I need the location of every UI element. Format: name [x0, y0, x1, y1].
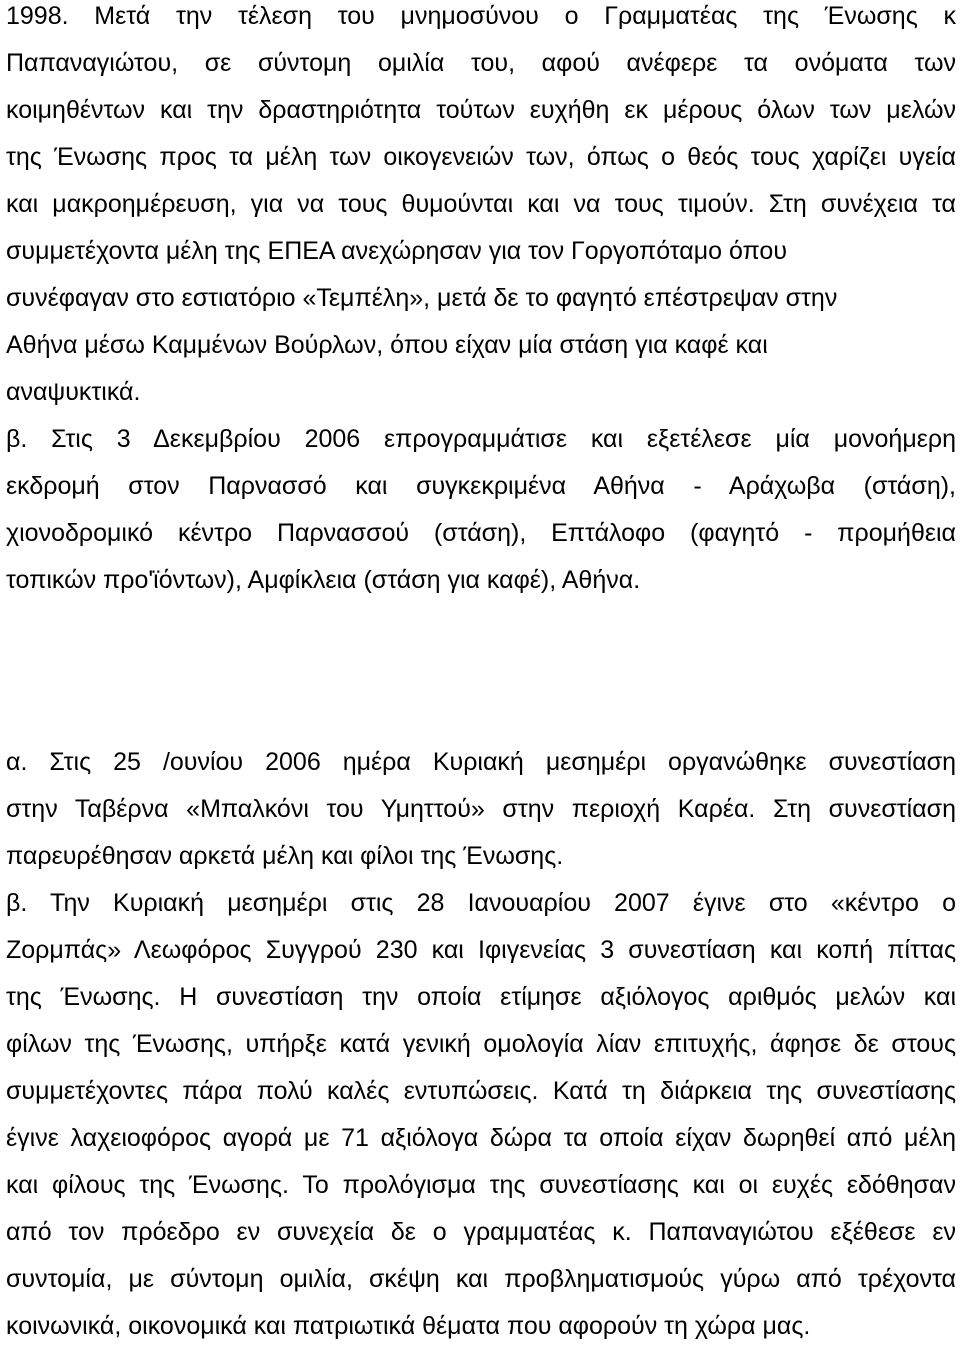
text-line: της Ένωσης προς τα μέλη των οικογενειών των, όπως ο θεός τους χαρίζει υγεία	[6, 143, 956, 171]
text-line: και μακροημέρευση, για να τους θυμούνται και να τους τιμούν. Στη συνέχεια τα	[6, 190, 956, 218]
text-line: και φίλους της Ένωσης. Το προλόγισμα της συνεστίασης και οι ευχές εδόθησαν	[6, 1171, 956, 1199]
text-line: 1998. Μετά την τέλεση του μνημοσύνου ο Γραμματέας της Ένωσης κ	[6, 2, 956, 30]
text-line: τοπικών προ'ϊόντων), Αμφίκλεια (στάση για καφέ), Αθήνα.	[6, 566, 641, 594]
text-line: παρευρέθησαν αρκετά μέλη και φίλοι της Ένωσης.	[6, 842, 564, 870]
text-line: κοιμηθέντων και την δραστηριότητα τούτων ευχήθη εκ μέρους όλων των μελών	[6, 96, 956, 124]
text-line: φίλων της Ένωσης, υπήρξε κατά γενική ομολογία λίαν επιτυχής, άφησε δε στους	[6, 1030, 956, 1058]
text-line: Παπαναγιώτου, σε σύντομη ομιλία του, αφού ανέφερε τα ονόματα των	[6, 49, 956, 77]
paragraph-pitta-cutting	[6, 889, 956, 1359]
text-line: χιονοδρομικό κέντρο Παρνασσού (στάση), Επτάλοφο (φαγητό - προμήθεια	[6, 519, 956, 547]
text-line: Ζορμπάς» Λεωφόρος Συγγρού 230 και Ιφιγενείας 3 συνεστίαση και κοπή πίττας	[6, 936, 956, 964]
text-line: της Ένωσης. Η συνεστίαση την οποία ετίμησε αξιόλογος αριθμός μελών και	[6, 983, 956, 1011]
paragraph-taverna-dinner	[6, 748, 956, 889]
text-line: από τον πρόεδρο εν συνεχεία δε ο γραμματέας κ. Παπαναγιώτου εξέθεσε εν	[6, 1218, 956, 1246]
text-line: στην Ταβέρνα «Μπαλκόνι του Υμηττού» στην περιοχή Καρέα. Στη συνεστίαση	[6, 795, 956, 823]
text-line: αναψυκτικά.	[6, 378, 141, 406]
text-block-top	[6, 2, 956, 613]
text-line: κοινωνικά, οικονομικά και πατριωτικά θέματα που αφορούν τη χώρα μας.	[6, 1312, 811, 1340]
text-line: εκδρομή στον Παρνασσό και συγκεκριμένα Αθήνα - Αράχωβα (στάση),	[6, 472, 956, 500]
text-line: συντομία, με σύντομη ομιλία, σκέψη και προβληματισμούς γύρω από τρέχοντα	[6, 1265, 956, 1293]
text-line: συμμετέχοντα μέλη της ΕΠΕΑ ανεχώρησαν για τον Γοργοπόταμο όπου	[6, 237, 788, 265]
text-line: Αθήνα μέσω Καμμένων Βούρλων, όπου είχαν μία στάση για καφέ και	[6, 331, 768, 359]
text-line: β. Στις 3 Δεκεμβρίου 2006 επρογραμμάτισε και εξετέλεσε μία μονοήμερη	[6, 425, 956, 453]
paragraph-parnassos-trip	[6, 425, 956, 613]
paragraph-trip-memorial	[6, 2, 956, 425]
text-line: έγινε λαχειοφόρος αγορά με 71 αξιόλογα δώρα τα οποία είχαν δωρηθεί από μέλη	[6, 1124, 956, 1152]
text-line: συμμετέχοντες πάρα πολύ καλές εντυπώσεις. Κατά τη διάρκεια της συνεστίασης	[6, 1077, 956, 1105]
text-line: β. Την Κυριακή μεσημέρι στις 28 Ιανουαρίου 2007 έγινε στο «κέντρο ο	[6, 889, 956, 917]
text-line: συνέφαγαν στο εστιατόριο «Τεμπέλη», μετά δε το φαγητό επέστρεψαν στην	[6, 284, 838, 312]
text-line: α. Στις 25 /ουνίου 2006 ημέρα Κυριακή μεσημέρι οργανώθηκε συνεστίαση	[6, 748, 956, 776]
